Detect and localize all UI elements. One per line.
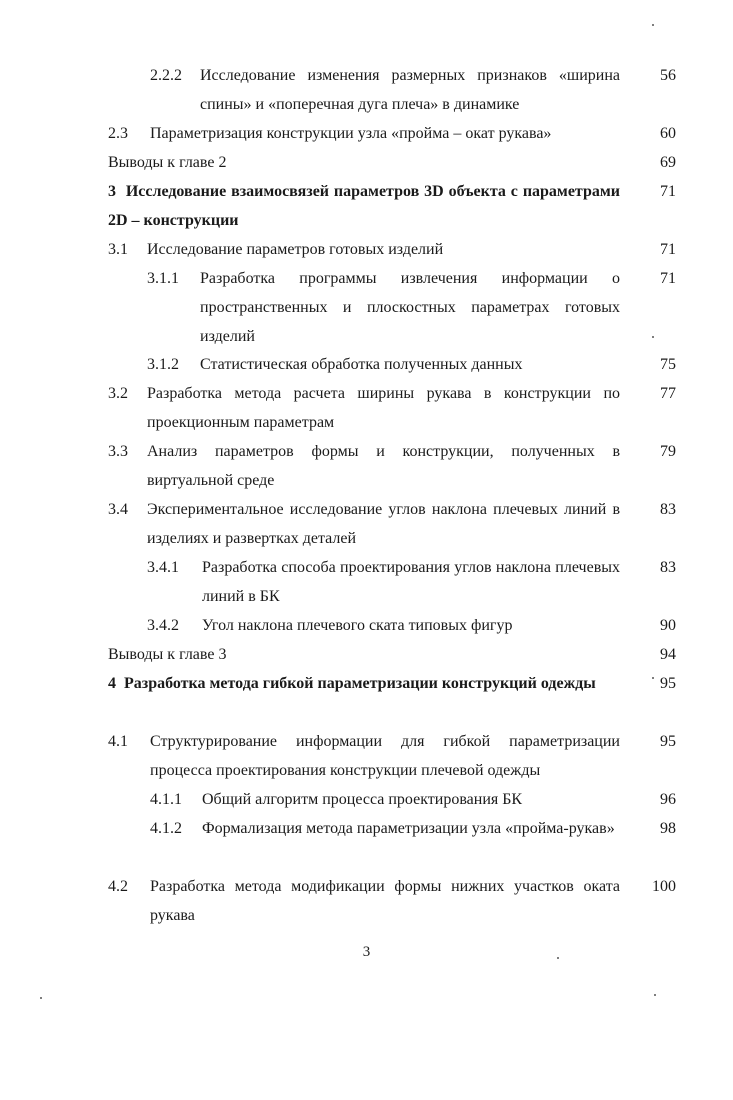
toc-page: 79 [660,443,676,460]
toc-number: 2.2.2 [150,67,182,84]
toc-title [108,177,620,235]
toc-title: Угол наклона плечевого ската типовых фигур [202,617,513,634]
toc-number: 3.1.1 [147,270,179,287]
toc-title: Выводы к главе 3 [108,646,227,663]
toc-number: 4.1 [108,733,128,750]
toc-page: 83 [660,559,676,576]
toc-page: 60 [660,125,676,142]
toc-page: 94 [660,646,676,663]
toc-title: Разработка метода расчета ширины рукава в конструкции по проекционным параметрам [147,385,620,431]
toc-number: 3.1.2 [147,356,179,373]
toc-title: Исследование изменения размерных признаков «ширина спины» и «поперечная дуга плеча» в динамике [200,67,620,113]
toc-title: Структурирование информации для гибкой параметризации процесса проектирования конструкции плечевой одежды [150,733,620,779]
toc-title: Параметризация конструкции узла «пройма – окат рукава» [150,125,552,142]
scan-speck [654,994,656,996]
toc-title: Разработка способа проектирования углов наклона плечевых линий в БК [202,559,620,605]
toc-title: Исследование параметров готовых изделий [147,241,444,258]
toc-page: 100 [652,878,676,895]
toc-title: Разработка программы извлечения информации о пространственных и плоскостных параметрах готовых изделий [200,270,620,345]
toc-title: Разработка метода модификации формы нижних участков оката рукава [150,878,620,924]
toc-number: 3.2 [108,385,128,402]
toc-title: Общий алгоритм процесса проектирования БК [202,791,523,808]
toc-number: 4 [108,675,116,692]
toc-number: 3.4.1 [147,559,179,576]
scan-speck [652,677,654,679]
toc-chapter-title: Разработка метода гибкой параметризации конструкций одежды [124,675,596,692]
toc-page: 71 [660,270,676,287]
toc-page: 95 [660,675,676,692]
toc-page: 71 [660,241,676,258]
toc-page: 77 [660,385,676,402]
toc-number: 4.1.2 [150,820,182,837]
toc-page: 56 [660,67,676,84]
scan-speck [652,24,654,26]
toc-page: 90 [660,617,676,634]
toc-title: Анализ параметров формы и конструкции, полученных в виртуальной среде [147,443,620,489]
toc-number: 3.4 [108,501,128,518]
toc-page: 98 [660,820,676,837]
toc-page: 69 [660,154,676,171]
toc-number: 4.2 [108,878,128,895]
scan-speck [40,997,42,999]
toc-number: 4.1.1 [150,791,182,808]
toc-chapter-title: Исследование взаимосвязей параметров 3D объекта с параметрами 2D – конструкции [108,183,621,229]
toc-title: Статистическая обработка полученных данных [200,356,523,373]
toc-number: 3.4.2 [147,617,179,634]
toc-page: 71 [660,183,676,200]
scan-speck [557,957,559,959]
toc-title: Экспериментальное исследование углов наклона плечевых линий в изделиях и развертках деталей [147,501,620,547]
toc-page: 75 [660,356,676,373]
toc-page: 96 [660,791,676,808]
toc-number: 3.1 [108,241,128,258]
page-number: 3 [362,944,371,960]
toc-number: 3.3 [108,443,128,460]
toc-title: Формализация метода параметризации узла «пройма-рукав» [202,820,615,837]
toc-title: Выводы к главе 2 [108,154,227,171]
scan-speck [652,336,654,338]
toc-number: 2.3 [108,125,128,142]
toc-number: 3 [108,183,116,200]
toc-page: 83 [660,501,676,518]
toc-page: 95 [660,733,676,750]
toc-title [108,669,620,698]
